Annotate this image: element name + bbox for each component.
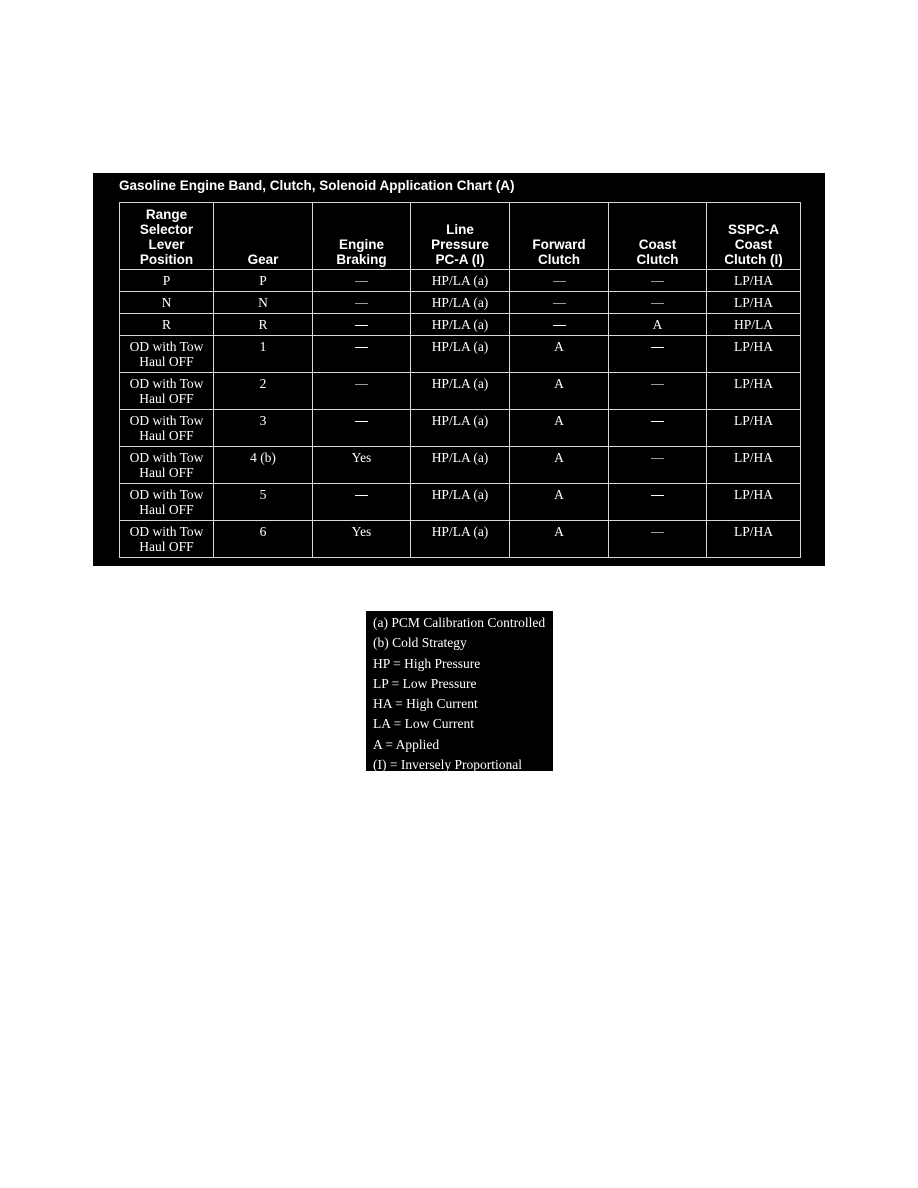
cell-position — [120, 292, 214, 314]
cell-forward-clutch — [510, 292, 609, 314]
cell-text: A — [554, 524, 564, 539]
cell-coast-clutch — [609, 292, 707, 314]
cell-position — [120, 314, 214, 336]
cell-position — [120, 373, 214, 410]
header-line: Gear — [247, 252, 279, 267]
header-line: Line — [446, 222, 474, 237]
cell-text: HP/LA — [733, 317, 773, 332]
header-line: SSPC-A — [727, 222, 779, 237]
header-line: PC-A (I) — [435, 252, 485, 267]
header-line: Selector — [139, 222, 194, 237]
dash-mark — [355, 347, 368, 348]
cell-text: 2 — [259, 376, 267, 391]
cell-sspc-a-coast-clutch — [707, 373, 801, 410]
cell-coast-clutch — [609, 410, 707, 447]
header-line: Clutch — [538, 252, 580, 267]
header-line: Coast — [734, 237, 773, 252]
cell-text: 3 — [259, 413, 267, 428]
cell-engine-braking — [313, 410, 411, 447]
header-gear — [214, 203, 313, 270]
cell-position — [120, 447, 214, 484]
cell-sspc-a-coast-clutch — [707, 484, 801, 521]
cell-text: A — [554, 487, 564, 502]
cell-forward-clutch — [510, 336, 609, 373]
cell-text: HP/LA (a) — [431, 450, 489, 465]
cell-text: R — [258, 317, 268, 332]
dash-mark — [355, 303, 368, 304]
table-row — [120, 373, 801, 410]
cell-text: A — [554, 450, 564, 465]
cell-engine-braking — [313, 314, 411, 336]
cell-text: HP/LA (a) — [431, 295, 489, 310]
cell-text: Yes — [351, 450, 372, 465]
table-row — [120, 270, 801, 292]
cell-text: OD with Tow — [129, 524, 204, 539]
cell-text: 1 — [259, 339, 267, 354]
cell-gear — [214, 410, 313, 447]
dash-mark — [553, 281, 566, 282]
cell-coast-clutch — [609, 270, 707, 292]
header-row — [120, 203, 801, 270]
cell-text: Haul OFF — [139, 502, 194, 517]
cell-text: 5 — [259, 487, 267, 502]
legend-item: LP = Low Pressure — [373, 675, 477, 691]
application-chart — [93, 173, 825, 566]
cell-position — [120, 410, 214, 447]
cell-line-pressure — [411, 336, 510, 373]
table-row — [120, 292, 801, 314]
chart-title: Gasoline Engine Band, Clutch, Solenoid Application Chart (A) — [119, 178, 515, 193]
cell-position — [120, 270, 214, 292]
legend-item: (a) PCM Calibration Controlled — [373, 615, 546, 630]
cell-position — [120, 336, 214, 373]
cell-text: R — [161, 317, 171, 332]
cell-gear — [214, 521, 313, 558]
cell-gear — [214, 373, 313, 410]
cell-line-pressure — [411, 270, 510, 292]
cell-line-pressure — [411, 447, 510, 484]
cell-engine-braking — [313, 521, 411, 558]
cell-line-pressure — [411, 314, 510, 336]
cell-text: LP/HA — [733, 273, 773, 288]
cell-forward-clutch — [510, 314, 609, 336]
cell-text: HP/LA (a) — [431, 339, 489, 354]
table-row — [120, 447, 801, 484]
cell-sspc-a-coast-clutch — [707, 521, 801, 558]
cell-coast-clutch — [609, 447, 707, 484]
cell-sspc-a-coast-clutch — [707, 336, 801, 373]
cell-engine-braking — [313, 292, 411, 314]
cell-line-pressure — [411, 484, 510, 521]
dash-mark — [553, 303, 566, 304]
cell-line-pressure — [411, 373, 510, 410]
legend-item: A = Applied — [373, 736, 440, 752]
header-position — [120, 203, 214, 270]
cell-engine-braking — [313, 373, 411, 410]
cell-text: LP/HA — [733, 487, 773, 502]
header-line: Engine — [338, 237, 384, 252]
cell-engine-braking — [313, 270, 411, 292]
header-coast-clutch — [609, 203, 707, 270]
header-line: Range — [145, 207, 188, 222]
dash-mark — [355, 325, 368, 326]
cell-coast-clutch — [609, 336, 707, 373]
cell-forward-clutch — [510, 410, 609, 447]
dash-mark — [553, 325, 566, 326]
cell-forward-clutch — [510, 521, 609, 558]
cell-text: HP/LA (a) — [431, 524, 489, 539]
header-forward-clutch — [510, 203, 609, 270]
cell-line-pressure — [411, 292, 510, 314]
cell-text: A — [554, 339, 564, 354]
table-row — [120, 336, 801, 373]
cell-text: LP/HA — [733, 295, 773, 310]
cell-sspc-a-coast-clutch — [707, 314, 801, 336]
cell-gear — [214, 314, 313, 336]
cell-forward-clutch — [510, 484, 609, 521]
cell-engine-braking — [313, 336, 411, 373]
cell-gear — [214, 270, 313, 292]
cell-text: 6 — [259, 524, 267, 539]
cell-text: A — [554, 413, 564, 428]
dash-mark — [651, 384, 664, 385]
header-line: Coast — [638, 237, 677, 252]
cell-coast-clutch — [609, 373, 707, 410]
header-engine-braking — [313, 203, 411, 270]
cell-line-pressure — [411, 410, 510, 447]
cell-engine-braking — [313, 484, 411, 521]
cell-text: LP/HA — [733, 376, 773, 391]
cell-text: HP/LA (a) — [431, 376, 489, 391]
dash-mark — [355, 495, 368, 496]
dash-mark — [355, 384, 368, 385]
table-row — [120, 410, 801, 447]
cell-text: A — [554, 376, 564, 391]
cell-position — [120, 521, 214, 558]
cell-text: P — [162, 273, 171, 288]
cell-text: N — [258, 295, 268, 310]
legend-item: (b) Cold Strategy — [373, 635, 467, 651]
cell-text: N — [161, 295, 172, 310]
cell-sspc-a-coast-clutch — [707, 410, 801, 447]
cell-text: OD with Tow — [129, 413, 204, 428]
cell-forward-clutch — [510, 270, 609, 292]
cell-coast-clutch — [609, 314, 707, 336]
application-table — [119, 202, 801, 558]
dash-mark — [651, 347, 664, 348]
cell-text: Haul OFF — [139, 428, 194, 443]
legend-item: LA = Low Current — [373, 716, 474, 732]
table-row — [120, 484, 801, 521]
cell-text: Haul OFF — [139, 465, 194, 480]
table-body — [120, 270, 801, 558]
legend-item: HA = High Current — [373, 696, 478, 712]
dash-mark — [651, 495, 664, 496]
cell-text: OD with Tow — [129, 339, 204, 354]
cell-gear — [214, 484, 313, 521]
cell-text: OD with Tow — [129, 450, 204, 465]
cell-text: Haul OFF — [139, 354, 194, 369]
legend — [366, 611, 553, 771]
dash-mark — [355, 281, 368, 282]
header-sspc-a-coast-clutch — [707, 203, 801, 270]
cell-coast-clutch — [609, 521, 707, 558]
dash-mark — [651, 421, 664, 422]
cell-text: LP/HA — [733, 524, 773, 539]
cell-text: HP/LA (a) — [431, 487, 489, 502]
cell-text: HP/LA (a) — [431, 413, 489, 428]
cell-text: LP/HA — [733, 450, 773, 465]
cell-text: OD with Tow — [129, 487, 204, 502]
dash-mark — [355, 421, 368, 422]
header-line: Forward — [532, 237, 586, 252]
legend-item: (I) = Inversely Proportional — [373, 757, 522, 773]
header-line: Position — [139, 252, 194, 267]
cell-position — [120, 484, 214, 521]
header-line: Braking — [336, 252, 387, 267]
dash-mark — [651, 532, 664, 533]
cell-text: HP/LA (a) — [431, 317, 489, 332]
cell-coast-clutch — [609, 484, 707, 521]
cell-text: Yes — [351, 524, 372, 539]
cell-sspc-a-coast-clutch — [707, 447, 801, 484]
header-line: Lever — [148, 237, 185, 252]
cell-engine-braking — [313, 447, 411, 484]
header-line: Clutch — [636, 252, 679, 267]
cell-text: Haul OFF — [139, 539, 194, 554]
header-line-pressure — [411, 203, 510, 270]
table-row — [120, 314, 801, 336]
cell-text: 4 (b) — [250, 450, 276, 465]
cell-text: A — [652, 317, 663, 332]
cell-text: LP/HA — [733, 339, 773, 354]
cell-text: HP/LA (a) — [431, 273, 489, 288]
cell-forward-clutch — [510, 447, 609, 484]
dash-mark — [651, 458, 664, 459]
dash-mark — [651, 281, 664, 282]
table-row — [120, 521, 801, 558]
dash-mark — [651, 303, 664, 304]
cell-text: Haul OFF — [139, 391, 194, 406]
legend-item: HP = High Pressure — [373, 655, 481, 671]
cell-forward-clutch — [510, 373, 609, 410]
cell-text: P — [259, 273, 267, 288]
cell-gear — [214, 336, 313, 373]
cell-text: LP/HA — [733, 413, 773, 428]
cell-text: OD with Tow — [129, 376, 204, 391]
header-line: Pressure — [431, 237, 489, 252]
header-line: Clutch (I) — [724, 252, 783, 267]
cell-line-pressure — [411, 521, 510, 558]
cell-sspc-a-coast-clutch — [707, 270, 801, 292]
cell-sspc-a-coast-clutch — [707, 292, 801, 314]
cell-gear — [214, 292, 313, 314]
cell-gear — [214, 447, 313, 484]
